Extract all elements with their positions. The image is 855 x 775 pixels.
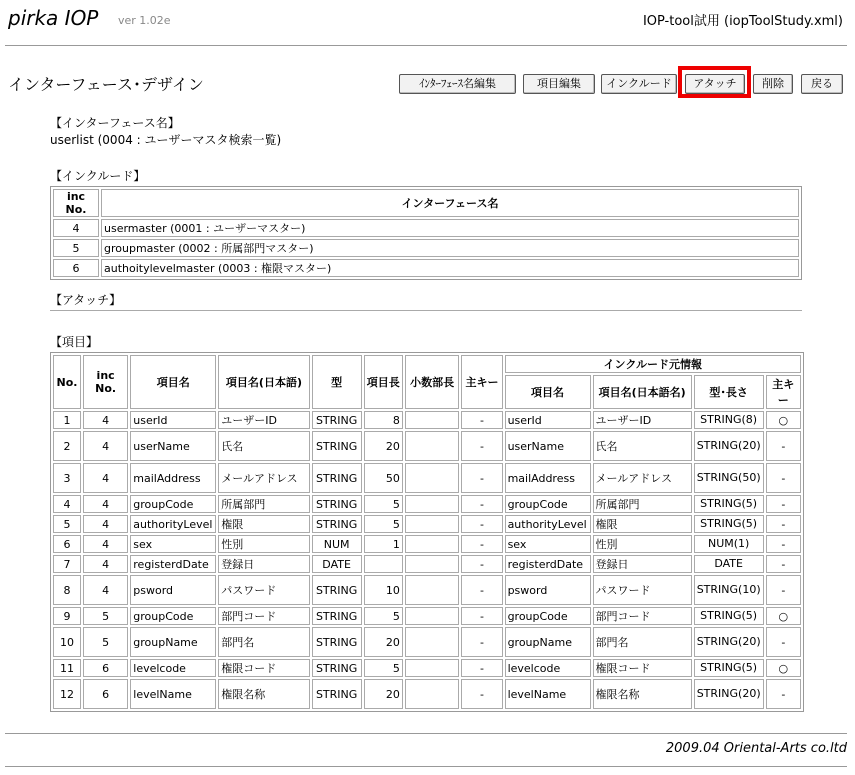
include-row [53, 259, 799, 277]
item-length: 5 [364, 495, 403, 513]
item-row [53, 463, 801, 493]
include-row [53, 219, 799, 237]
item-decimal [405, 495, 460, 513]
include-no: 6 [53, 259, 99, 277]
item-decimal [405, 679, 460, 709]
item-src-primary-key: - [766, 535, 801, 553]
item-inc-no: 5 [83, 607, 128, 625]
item-primary-key: - [461, 411, 502, 429]
item-type: NUM [312, 535, 362, 553]
item-row [53, 535, 801, 553]
col-src-item-name-jp: 項目名(日本語名) [593, 375, 692, 409]
item-primary-key: - [461, 535, 502, 553]
item-length [364, 555, 403, 573]
item-primary-key: - [461, 431, 502, 461]
item-src-name: sex [505, 535, 591, 553]
item-primary-key: - [461, 495, 502, 513]
col-src-type-length: 型･長さ [694, 375, 764, 409]
item-no: 12 [53, 679, 81, 709]
item-type: STRING [312, 659, 362, 677]
item-decimal [405, 627, 460, 657]
item-src-name-jp: 権限名称 [593, 679, 692, 709]
item-name-jp: 部門コード [218, 607, 309, 625]
item-name: userName [130, 431, 216, 461]
item-name: levelName [130, 679, 216, 709]
item-src-type-length: STRING(5) [694, 495, 764, 513]
item-src-name-jp: 権限コード [593, 659, 692, 677]
item-primary-key: - [461, 575, 502, 605]
item-row [53, 679, 801, 709]
item-src-name: registerdDate [505, 555, 591, 573]
item-inc-no: 4 [83, 535, 128, 553]
item-length: 10 [364, 575, 403, 605]
item-no: 7 [53, 555, 81, 573]
item-inc-no: 4 [83, 495, 128, 513]
item-src-type-length: STRING(5) [694, 659, 764, 677]
item-src-name: userName [505, 431, 591, 461]
item-primary-key: - [461, 679, 502, 709]
item-name-jp: 権限コード [218, 659, 309, 677]
item-name-jp: ユーザーID [218, 411, 309, 429]
item-src-name-jp: 氏名 [593, 431, 692, 461]
item-length: 5 [364, 659, 403, 677]
page-title: インターフェース･デザイン [8, 75, 204, 94]
item-primary-key: - [461, 463, 502, 493]
item-src-primary-key: - [766, 463, 801, 493]
item-no: 6 [53, 535, 81, 553]
item-src-type-length: DATE [694, 555, 764, 573]
item-src-name-jp: 所属部門 [593, 495, 692, 513]
item-length: 20 [364, 679, 403, 709]
include-table-header [53, 189, 799, 217]
item-inc-no: 5 [83, 627, 128, 657]
item-name-jp: メールアドレス [218, 463, 309, 493]
footer-text: 2009.04 Oriental-Arts co.ltd [665, 741, 847, 756]
item-inc-no: 4 [83, 575, 128, 605]
col-item-name: 項目名 [130, 355, 216, 409]
item-name: groupCode [130, 495, 216, 513]
item-length: 20 [364, 431, 403, 461]
item-decimal [405, 535, 460, 553]
item-src-type-length: STRING(20) [694, 679, 764, 709]
item-type: STRING [312, 411, 362, 429]
item-src-primary-key: ○ [766, 607, 801, 625]
include-no: 5 [53, 239, 99, 257]
col-inc-no: inc No. [83, 355, 128, 409]
item-src-name-jp: 部門コード [593, 607, 692, 625]
item-name-jp: 性別 [218, 535, 309, 553]
include-name: usermaster (0001 : ユーザーマスター) [101, 219, 799, 237]
item-primary-key: - [461, 627, 502, 657]
item-no: 4 [53, 495, 81, 513]
header-divider [5, 45, 847, 46]
item-src-name: levelName [505, 679, 591, 709]
item-decimal [405, 659, 460, 677]
item-name: mailAddress [130, 463, 216, 493]
item-type: DATE [312, 555, 362, 573]
item-row [53, 515, 801, 533]
item-edit-button[interactable]: 項目編集 [523, 74, 595, 94]
item-name: groupCode [130, 607, 216, 625]
col-src-item-name: 項目名 [505, 375, 591, 409]
interface-name-edit-button[interactable]: ｲﾝﾀｰﾌｪｰｽ名編集 [399, 74, 516, 94]
attach-highlight-box [678, 66, 751, 98]
item-type: STRING [312, 515, 362, 533]
item-type: STRING [312, 575, 362, 605]
item-no: 9 [53, 607, 81, 625]
include-name: authoitylevelmaster (0003 : 権限マスター) [101, 259, 799, 277]
item-src-type-length: STRING(5) [694, 515, 764, 533]
item-inc-no: 4 [83, 463, 128, 493]
back-button[interactable]: 戻る [801, 74, 843, 94]
item-src-primary-key: ○ [766, 411, 801, 429]
item-decimal [405, 555, 460, 573]
item-src-primary-key: - [766, 555, 801, 573]
item-src-name-jp: メールアドレス [593, 463, 692, 493]
item-src-name-jp: 性別 [593, 535, 692, 553]
item-type: STRING [312, 495, 362, 513]
item-row [53, 575, 801, 605]
item-type: STRING [312, 431, 362, 461]
item-decimal [405, 431, 460, 461]
attach-heading: 【アタッチ】 [50, 293, 122, 307]
item-decimal [405, 575, 460, 605]
item-src-name-jp: ユーザーID [593, 411, 692, 429]
item-inc-no: 4 [83, 515, 128, 533]
item-inc-no: 4 [83, 555, 128, 573]
item-length: 8 [364, 411, 403, 429]
item-type: STRING [312, 679, 362, 709]
item-inc-no: 4 [83, 411, 128, 429]
item-src-primary-key: - [766, 627, 801, 657]
item-no: 1 [53, 411, 81, 429]
include-col-no: inc No. [53, 189, 99, 217]
item-type: STRING [312, 463, 362, 493]
item-no: 11 [53, 659, 81, 677]
item-inc-no: 6 [83, 679, 128, 709]
item-src-type-length: STRING(10) [694, 575, 764, 605]
item-name-jp: 権限 [218, 515, 309, 533]
footer-bottom-divider [5, 766, 847, 767]
interface-name-value: userlist (0004 : ユーザーマスタ検索一覧) [50, 133, 282, 147]
app-version: ver 1.02e [118, 14, 171, 27]
item-src-primary-key: - [766, 431, 801, 461]
item-length: 50 [364, 463, 403, 493]
item-no: 2 [53, 431, 81, 461]
include-table [50, 186, 802, 280]
item-decimal [405, 607, 460, 625]
col-decimal: 小数部長 [405, 355, 460, 409]
item-name-jp: 登録日 [218, 555, 309, 573]
include-col-name: インターフェース名 [101, 189, 799, 217]
item-src-name: mailAddress [505, 463, 591, 493]
item-src-primary-key: - [766, 495, 801, 513]
item-length: 1 [364, 535, 403, 553]
item-row [53, 411, 801, 429]
col-primary-key: 主キー [461, 355, 502, 409]
item-no: 10 [53, 627, 81, 657]
item-src-name: levelcode [505, 659, 591, 677]
item-src-name-jp: パスワード [593, 575, 692, 605]
item-name: authorityLevel [130, 515, 216, 533]
item-row [53, 659, 801, 677]
item-inc-no: 6 [83, 659, 128, 677]
col-src-primary-key: 主キー [766, 375, 801, 409]
item-src-name: groupName [505, 627, 591, 657]
item-row [53, 627, 801, 657]
item-primary-key: - [461, 515, 502, 533]
attach-divider [50, 310, 802, 311]
item-src-type-length: STRING(50) [694, 463, 764, 493]
item-src-name: groupCode [505, 495, 591, 513]
include-name: groupmaster (0002 : 所属部門マスター) [101, 239, 799, 257]
attach-button[interactable]: アタッチ [685, 74, 745, 94]
item-src-name-jp: 登録日 [593, 555, 692, 573]
item-src-name: userId [505, 411, 591, 429]
item-decimal [405, 411, 460, 429]
item-src-type-length: STRING(8) [694, 411, 764, 429]
include-button[interactable]: インクルード [601, 74, 677, 94]
item-row [53, 607, 801, 625]
col-length: 項目長 [364, 355, 403, 409]
item-name: groupName [130, 627, 216, 657]
item-primary-key: - [461, 555, 502, 573]
item-inc-no: 4 [83, 431, 128, 461]
item-length: 5 [364, 515, 403, 533]
toolbar [399, 74, 845, 96]
app-title: pirka IOP [8, 6, 99, 30]
item-name: sex [130, 535, 216, 553]
include-no: 4 [53, 219, 99, 237]
file-info: IOP-tool試用 (iopToolStudy.xml) [642, 14, 843, 29]
item-decimal [405, 515, 460, 533]
items-heading: 【項目】 [50, 335, 99, 349]
footer-divider [5, 733, 847, 734]
item-length: 20 [364, 627, 403, 657]
item-src-type-length: STRING(5) [694, 607, 764, 625]
items-header-row [53, 355, 801, 373]
item-src-primary-key: - [766, 515, 801, 533]
item-src-primary-key: - [766, 679, 801, 709]
item-src-type-length: NUM(1) [694, 535, 764, 553]
item-src-type-length: STRING(20) [694, 627, 764, 657]
col-include-info: インクルード元情報 [505, 355, 801, 373]
items-table [50, 352, 804, 712]
item-src-primary-key: - [766, 575, 801, 605]
item-no: 8 [53, 575, 81, 605]
item-src-name-jp: 部門名 [593, 627, 692, 657]
item-primary-key: - [461, 607, 502, 625]
col-no: No. [53, 355, 81, 409]
item-name-jp: 氏名 [218, 431, 309, 461]
item-length: 5 [364, 607, 403, 625]
item-name-jp: 所属部門 [218, 495, 309, 513]
item-type: STRING [312, 627, 362, 657]
delete-button[interactable]: 削除 [753, 74, 793, 94]
item-src-type-length: STRING(20) [694, 431, 764, 461]
col-item-name-jp: 項目名(日本語) [218, 355, 309, 409]
include-row [53, 239, 799, 257]
item-name: psword [130, 575, 216, 605]
item-src-name: authorityLevel [505, 515, 591, 533]
item-name-jp: 権限名称 [218, 679, 309, 709]
item-src-name-jp: 権限 [593, 515, 692, 533]
item-no: 5 [53, 515, 81, 533]
item-row [53, 555, 801, 573]
item-name: registerdDate [130, 555, 216, 573]
item-row [53, 431, 801, 461]
item-name-jp: 部門名 [218, 627, 309, 657]
item-src-name: groupCode [505, 607, 591, 625]
item-name-jp: パスワード [218, 575, 309, 605]
item-name: userId [130, 411, 216, 429]
item-type: STRING [312, 607, 362, 625]
item-decimal [405, 463, 460, 493]
item-src-name: psword [505, 575, 591, 605]
item-name: levelcode [130, 659, 216, 677]
item-no: 3 [53, 463, 81, 493]
interface-name-heading: 【インターフェース名】 [50, 116, 180, 130]
item-row [53, 495, 801, 513]
col-type: 型 [312, 355, 362, 409]
item-src-primary-key: ○ [766, 659, 801, 677]
item-primary-key: - [461, 659, 502, 677]
include-heading: 【インクルード】 [50, 169, 146, 183]
